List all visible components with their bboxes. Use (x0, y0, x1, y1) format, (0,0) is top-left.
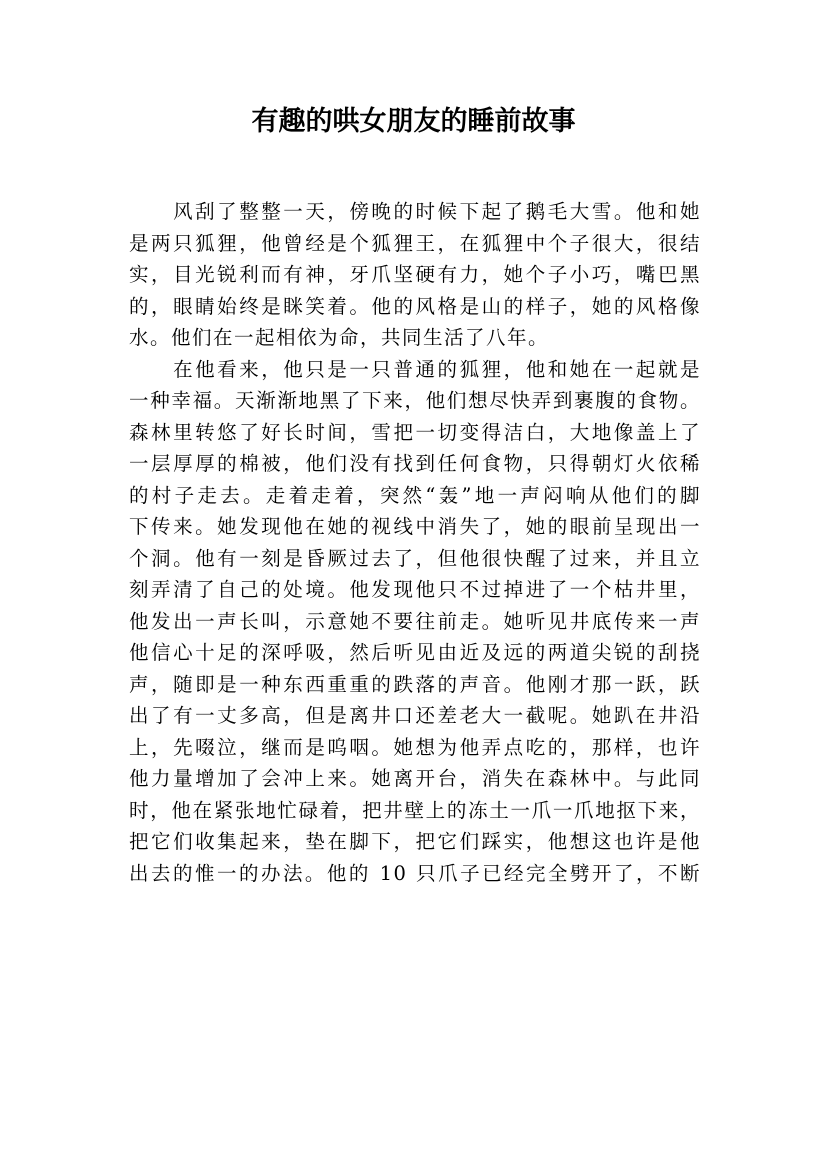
body-line: 下传来。她发现他在她的视线中消失了，她的眼前呈现出一 (129, 515, 701, 538)
body-line: 风刮了整整一天，傍晚的时候下起了鹅毛大雪。他和她 (129, 200, 701, 223)
body-line: 森林里转悠了好长时间，雪把一切变得洁白，大地像盖上了 (129, 420, 701, 444)
body-line: 个洞。他有一刻是昏厥过去了，但他很快醒了过来，并且立 (129, 546, 701, 570)
body-line: 水。他们在一起相依为命，共同生活了八年。 (129, 326, 550, 349)
body-line: 把它们收集起来，垫在脚下，把它们踩实，他想这也许是他 (129, 830, 701, 853)
body-line: 时，他在紧张地忙碌着，把井壁上的冻土一爪一爪地抠下来， (129, 798, 701, 822)
body-line: 他信心十足的深呼吸，然后听见由近及远的两道尖锐的刮挠 (129, 641, 701, 664)
body-line: 上，先啜泣，继而是呜咽。她想为他弄点吃的，那样，也许 (129, 735, 701, 759)
body-line: 一层厚厚的棉被，他们没有找到任何食物，只得朝灯火依稀 (129, 452, 701, 475)
body-line: 出了有一丈多高，但是离井口还差老大一截呢。她趴在井沿 (129, 704, 701, 727)
body-line: 声，随即是一种东西重重的跌落的声音。他刚才那一跃，跃 (129, 672, 701, 696)
document-body (129, 196, 701, 889)
body-line: 出去的惟一的办法。他的 10 只爪子已经完全劈开了，不断 (129, 861, 701, 885)
body-line: 的，眼睛始终是眯笑着。他的风格是山的样子，她的风格像 (129, 294, 701, 318)
body-line: 在他看来，他只是一只普通的狐狸，他和她在一起就是 (129, 357, 701, 381)
body-line: 是两只狐狸，他曾经是个狐狸王，在狐狸中个子很大，很结 (129, 231, 701, 255)
body-line: 刻弄清了自己的处境。他发现他只不过掉进了一个枯井里， (129, 578, 701, 601)
body-line: 实，目光锐利而有神，牙爪坚硬有力，她个子小巧，嘴巴黑 (129, 263, 701, 286)
body-line: 他发出一声长叫，示意她不要往前走。她听见井底传来一声 (129, 609, 701, 633)
body-line: 一种幸福。天渐渐地黑了下来，他们想尽快弄到裹腹的食物。 (129, 389, 701, 412)
body-line: 的村子走去。走着走着，突然“轰”地一声闷响从他们的脚 (129, 483, 701, 507)
document-title: 有趣的哄女朋友的睡前故事 (251, 106, 576, 137)
body-line: 他力量增加了会冲上来。她离开台，消失在森林中。与此同 (129, 767, 701, 790)
